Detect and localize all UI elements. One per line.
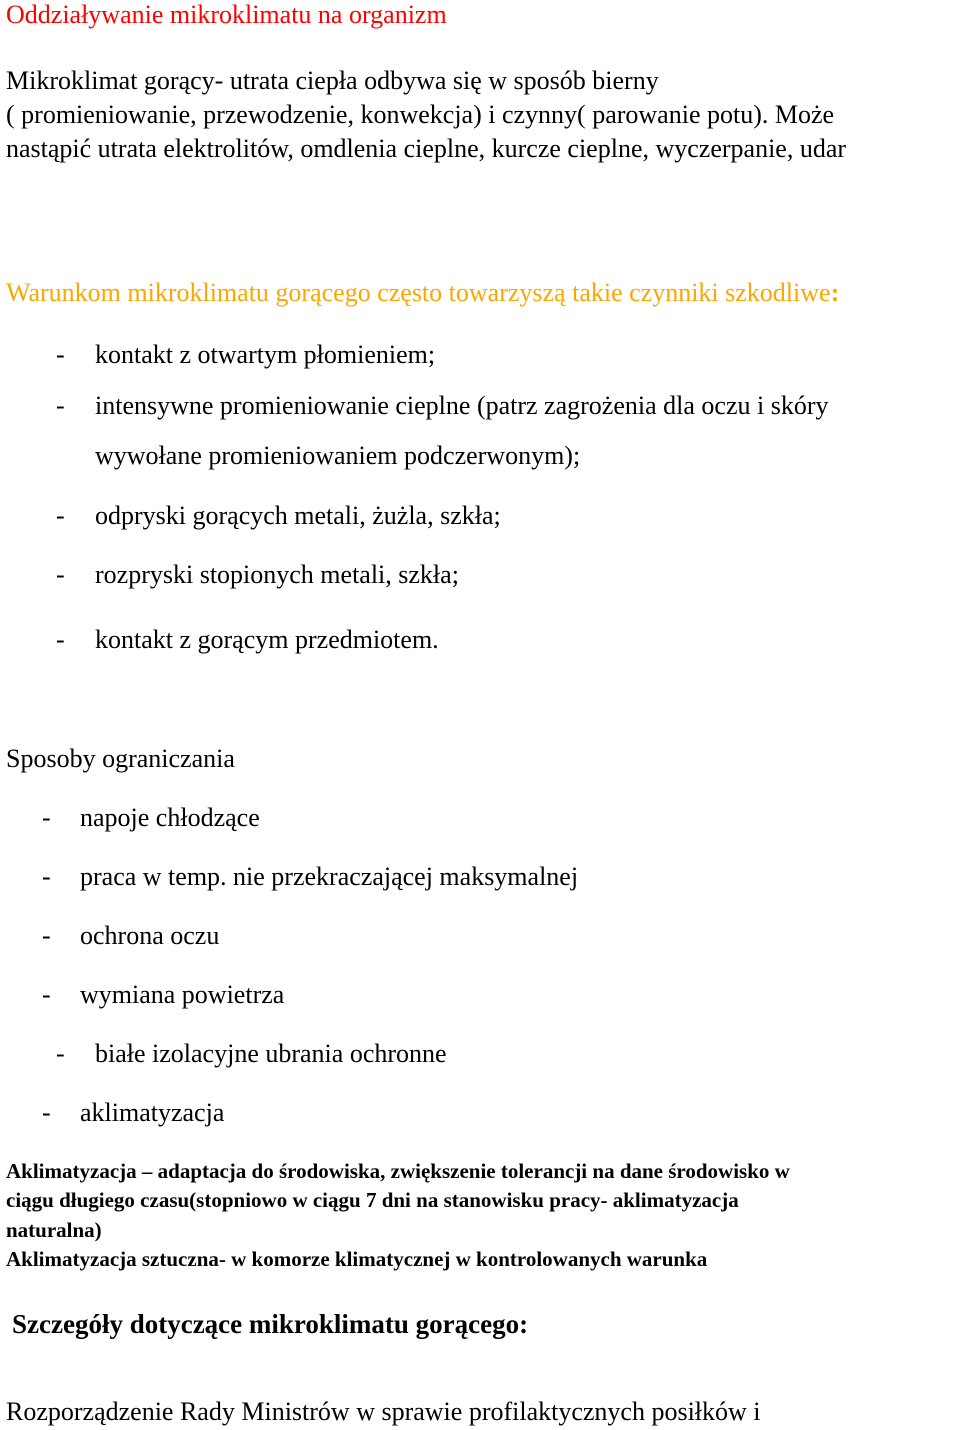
hazard-bullet: -: [56, 391, 65, 420]
hazard-item-continuation: wywołane promieniowaniem podczerwonym);: [95, 441, 581, 470]
acclimatization-line-3: naturalna): [6, 1218, 102, 1242]
measure-item: napoje chłodzące: [80, 803, 260, 832]
measure-bullet: -: [42, 803, 51, 832]
hazard-item: rozpryski stopionych metali, szkła;: [95, 560, 459, 589]
measures-heading: Sposoby ograniczania: [6, 744, 235, 773]
measure-item: aklimatyzacja: [80, 1098, 225, 1127]
measure-bullet: -: [42, 980, 51, 1009]
hazard-item: kontakt z gorącym przedmiotem.: [95, 625, 439, 654]
document-title: Oddziaływanie mikroklimatu na organizm: [6, 0, 447, 29]
hazards-heading: [6, 278, 839, 308]
hazard-bullet: -: [56, 501, 65, 530]
hazard-bullet: -: [56, 340, 65, 369]
measure-item: białe izolacyjne ubrania ochronne: [95, 1039, 447, 1068]
measure-bullet: -: [42, 921, 51, 950]
intro-line-3: nastąpić utrata elektrolitów, omdlenia cieplne, kurcze cieplne, wyczerpanie, udar: [6, 134, 847, 163]
hazards-heading-colon: :: [830, 278, 840, 307]
measure-bullet: -: [42, 1098, 51, 1127]
acclimatization-line-1: Aklimatyzacja – adaptacja do środowiska, zwiększenie tolerancji na dane środowisko w: [6, 1159, 790, 1183]
measure-bullet: -: [42, 862, 51, 891]
hazard-item: kontakt z otwartym płomieniem;: [95, 340, 436, 369]
intro-line-2: ( promieniowanie, przewodzenie, konwekcja) i czynny( parowanie potu). Może: [6, 100, 835, 129]
regulation-line: Rozporządzenie Rady Ministrów w sprawie profilaktycznych posiłków i: [6, 1397, 761, 1426]
measure-bullet: -: [56, 1039, 65, 1068]
measure-item: wymiana powietrza: [80, 980, 285, 1009]
hazard-bullet: -: [56, 625, 65, 654]
details-heading: Szczegóły dotyczące mikroklimatu gorącego:: [12, 1309, 529, 1339]
measure-item: ochrona oczu: [80, 921, 220, 950]
acclimatization-line-2: ciągu długiego czasu(stopniowo w ciągu 7 dni na stanowisku pracy- aklimatyzacja: [6, 1188, 739, 1212]
hazards-heading-text: Warunkom mikroklimatu gorącego często towarzyszą takie czynniki szkodliwe: [6, 278, 831, 307]
intro-line-1: Mikroklimat gorący- utrata ciepła odbywa się w sposób bierny: [6, 66, 659, 95]
artificial-acclimatization-line: Aklimatyzacja sztuczna- w komorze klimatycznej w kontrolowanych warunka: [6, 1247, 708, 1271]
measure-item: praca w temp. nie przekraczającej maksymalnej: [80, 862, 579, 891]
hazard-bullet: -: [56, 560, 65, 589]
hazard-item: intensywne promieniowanie cieplne (patrz zagrożenia dla oczu i skóry: [95, 391, 829, 420]
hazard-item: odpryski gorących metali, żużla, szkła;: [95, 501, 501, 530]
